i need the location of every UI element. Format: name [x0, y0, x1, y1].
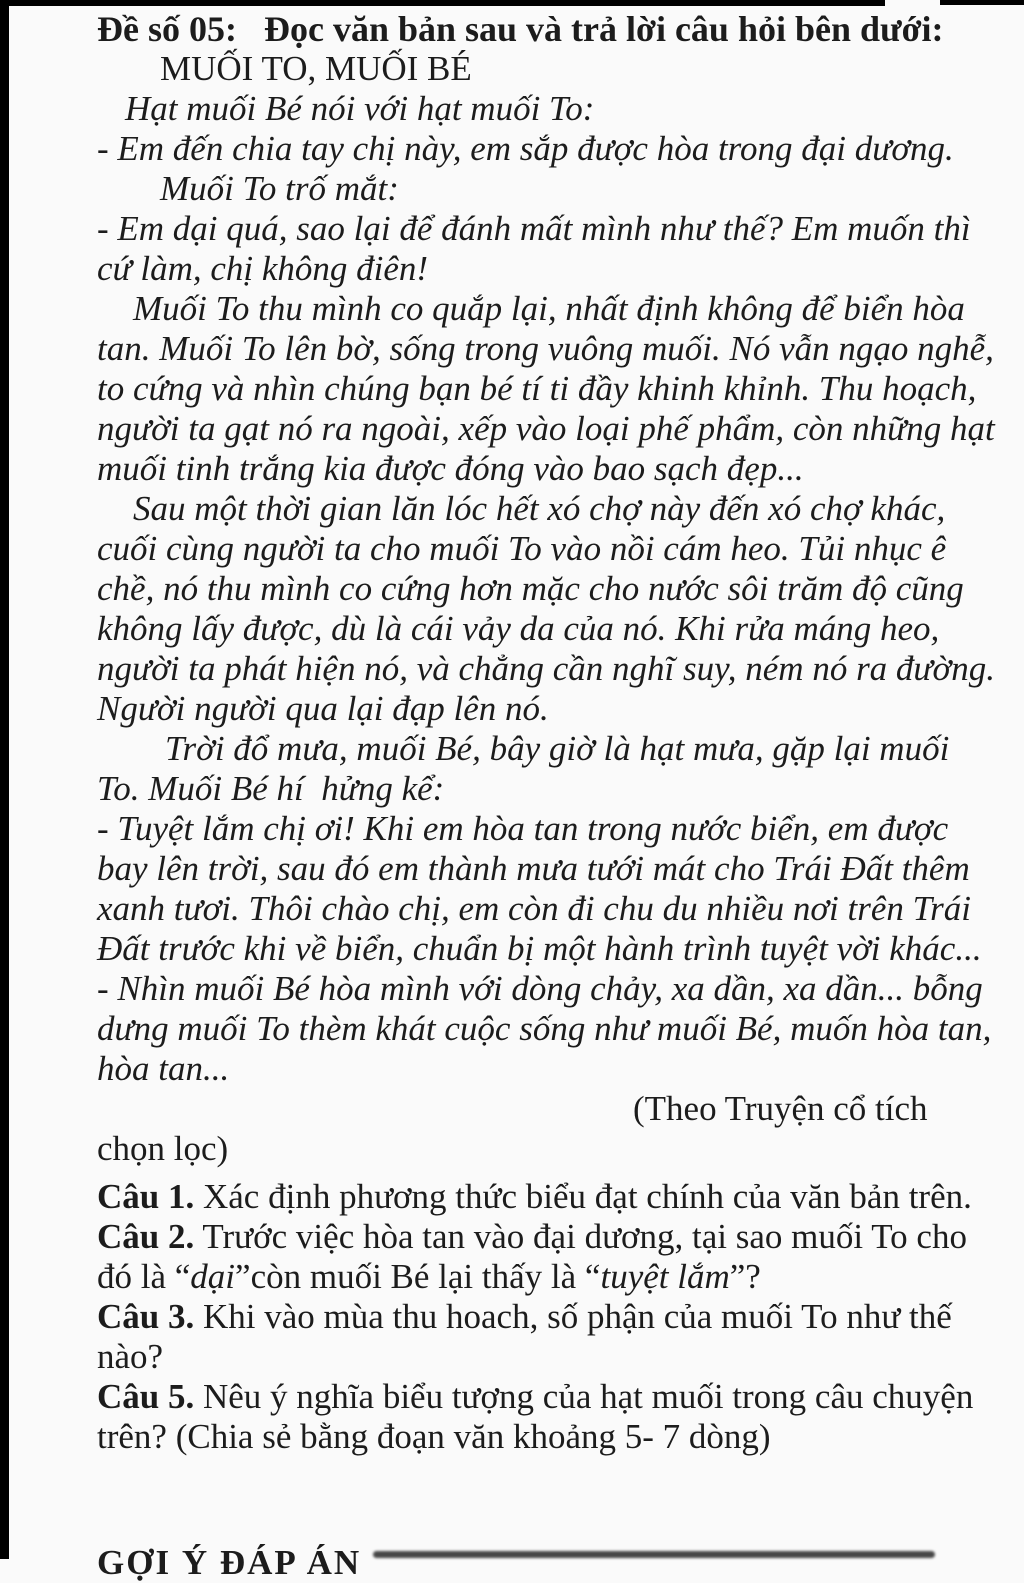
- story-paragraph: Muối To trố mắt:: [160, 169, 399, 208]
- document-page: [9, 5, 1024, 1457]
- question-5: [97, 1377, 996, 1457]
- question-2: [97, 1217, 996, 1297]
- story-paragraph: Hạt muối Bé nói với hạt muối To:: [125, 89, 595, 128]
- question-label: Câu 1.: [97, 1177, 195, 1216]
- question-label: Câu 2.: [97, 1217, 195, 1256]
- question-list: [97, 1177, 996, 1457]
- question-label: Câu 3.: [97, 1297, 195, 1336]
- story-dialogue: - Em dại quá, sao lại để đánh mất mình như thế? Em muốn thì cứ làm, chị không điên!: [97, 209, 980, 288]
- story-paragraph: Muối To thu mình co quắp lại, nhất định không để biển hòa tan. Muối To lên bờ, sống trong vuông muối. Nó vẫn ngạo nghễ, to cứng và nhìn chúng bạn bé tí ti đầy khinh khỉnh. Thu hoạch, người ta gạt nó ra ngoài, xếp vào loại phế phẩm, còn những hạt muối tinh trắng kia được đóng vào bao sạch đẹp...: [97, 289, 1004, 488]
- question-text: Trước việc hòa tan vào đại dương, tại sao muối To cho đó là “: [97, 1217, 976, 1296]
- question-text: ”?: [729, 1257, 761, 1296]
- question-1: [97, 1177, 996, 1217]
- question-text: Khi vào mùa thu hoach, số phận của muối To như thế nào?: [97, 1297, 961, 1376]
- question-label: Câu 5.: [97, 1377, 195, 1416]
- scan-smear-line: [373, 1551, 935, 1558]
- exercise-header: Đề số 05: Đọc văn bản sau và trả lời câu hỏi bên dưới:: [97, 9, 944, 49]
- answer-key-heading-text: GỢI Ý ĐÁP ÁN: [97, 1543, 362, 1582]
- question-text: Nêu ý nghĩa biểu tượng của hạt muối trong câu chuyện trên? (Chia sẻ bằng đoạn văn khoảng 5- 7 dòng): [97, 1377, 983, 1456]
- story-dialogue: - Nhìn muối Bé hòa mình với dòng chảy, xa dần, xa dần... bỗng dưng muối To thèm khát cuộc sống như muối Bé, muốn hòa tan, hòa tan...: [97, 969, 1001, 1088]
- scan-edge-bar-left: [0, 0, 9, 1559]
- question-text: ”còn muối Bé lại thấy là “: [235, 1257, 601, 1296]
- attribution-line-2: chọn lọc): [97, 1129, 229, 1168]
- story-paragraph: Sau một thời gian lăn lóc hết xó chợ này đến xó chợ khác, cuối cùng người ta cho muối To vào nồi cám heo. Tủi nhục ê chề, nó thu mình co cứng hơn mặc cho nước sôi trăm độ cũng không lấy được, dù là cái vảy da của nó. Khi rửa máng heo, người ta phát hiện nó, và chẳng cần nghĩ suy, ném nó ra đường. Người người qua lại đạp lên nó.: [97, 489, 1004, 728]
- story-paragraph: Trời đổ mưa, muối Bé, bây giờ là hạt mưa, gặp lại muối To. Muối Bé hí hửng kể:: [97, 729, 959, 808]
- question-3: [97, 1297, 996, 1377]
- question-quoted-word: tuyệt lắm: [600, 1257, 730, 1296]
- story-title: MUỐI TO, MUỐI BÉ: [160, 49, 472, 88]
- story-dialogue: - Tuyệt lắm chị ơi! Khi em hòa tan trong nước biển, em được bay lên trời, sau đó em thành mưa tưới mát cho Trái Đất thêm xanh tươi. Thôi chào chị, em còn đi chu du nhiều nơi trên Trái Đất trước khi về biển, chuẩn bị một hành trình tuyệt vời khác...: [97, 809, 982, 968]
- question-quoted-word: dại: [190, 1257, 236, 1296]
- question-text: Xác định phương thức biểu đạt chính của văn bản trên.: [194, 1177, 972, 1216]
- attribution-line-1: (Theo Truyện cổ tích: [633, 1089, 928, 1128]
- story-dialogue: - Em đến chia tay chị này, em sắp được hòa trong đại dương.: [97, 129, 954, 168]
- story-body: [97, 89, 1004, 1169]
